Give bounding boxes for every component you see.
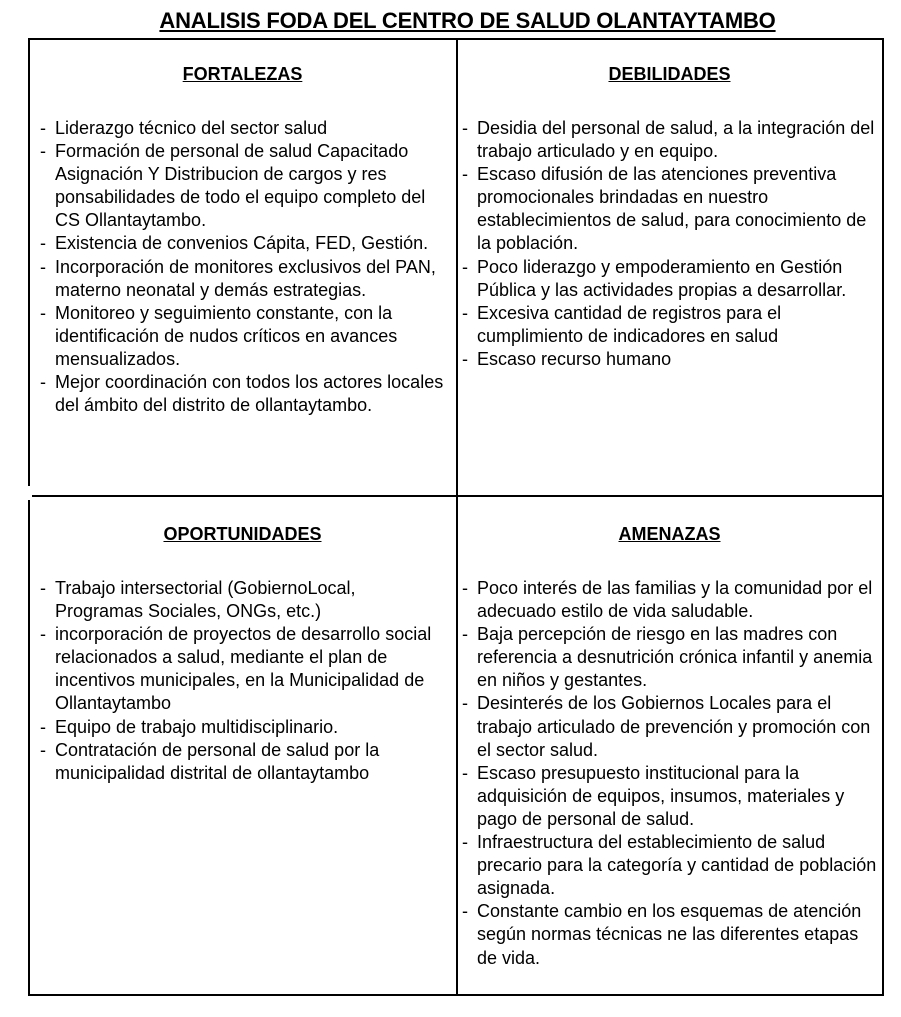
- fortalezas-list: [40, 117, 445, 417]
- list-item: - Liderazgo técnico del sector salud: [40, 117, 445, 140]
- oportunidades-heading: OPORTUNIDADES: [163, 524, 322, 544]
- fortalezas-heading: FORTALEZAS: [182, 64, 303, 84]
- list-item: - Formación de personal de salud Capacitado Asignación Y Distribucion de cargos y res ponsabilidades de todo el equipo completo del CS Ollantaytambo.: [40, 140, 445, 232]
- list-item: - Excesiva cantidad de registros para el cumplimiento de indicadores en salud: [462, 302, 877, 348]
- debilidades-quadrant: [462, 63, 877, 371]
- list-item: - Incorporación de monitores exclusivos del PAN, materno neonatal y demás estrategias.: [40, 256, 445, 302]
- debilidades-heading: DEBILIDADES: [608, 64, 731, 84]
- oportunidades-quadrant: [40, 523, 445, 785]
- list-item: - Existencia de convenios Cápita, FED, Gestión.: [40, 232, 445, 255]
- list-item: - Desidia del personal de salud, a la integración del trabajo articulado y en equipo.: [462, 117, 877, 163]
- list-item: - Equipo de trabajo multidisciplinario.: [40, 716, 445, 739]
- list-item: - Poco interés de las familias y la comunidad por el adecuado estilo de vida saludable.: [462, 577, 877, 623]
- list-item: - Trabajo intersectorial (GobiernoLocal, Programas Sociales, ONGs, etc.): [40, 577, 445, 623]
- list-item: - Constante cambio en los esquemas de atención según normas técnicas ne las diferentes etapas de vida.: [462, 900, 877, 969]
- list-item: - incorporación de proyectos de desarrollo social relacionados a salud, mediante el plan de incentivos municipales, en la Municipalidad de Ollantaytambo: [40, 623, 445, 715]
- oportunidades-list: [40, 577, 445, 785]
- list-item: - Infraestructura del establecimiento de salud precario para la categoría y cantidad de población asignada.: [462, 831, 877, 900]
- amenazas-list: [462, 577, 877, 970]
- list-item: - Escaso difusión de las atenciones preventiva promocionales brindadas en nuestro establecimientos de salud, para conocimiento de la población.: [462, 163, 877, 255]
- list-item: - Monitoreo y seguimiento constante, con la identificación de nudos críticos en avances mensualizados.: [40, 302, 445, 371]
- list-item: - Poco liderazgo y empoderamiento en Gestión Pública y las actividades propias a desarrollar.: [462, 256, 877, 302]
- list-item: - Mejor coordinación con todos los actores locales del ámbito del distrito de ollantaytambo.: [40, 371, 445, 417]
- amenazas-heading: AMENAZAS: [618, 524, 721, 544]
- horizontal-divider: [28, 495, 884, 497]
- list-item: - Baja percepción de riesgo en las madres con referencia a desnutrición crónica infantil y anemia en niños y gestantes.: [462, 623, 877, 692]
- vertical-divider: [456, 38, 458, 996]
- list-item: - Contratación de personal de salud por la municipalidad distrital de ollantaytambo: [40, 739, 445, 785]
- list-item: - Escaso recurso humano: [462, 348, 877, 371]
- page-title: ANALISIS FODA DEL CENTRO DE SALUD OLANTAYTAMBO: [159, 8, 776, 33]
- debilidades-list: [462, 117, 877, 371]
- fortalezas-quadrant: [40, 63, 445, 417]
- border-gap: [28, 486, 32, 500]
- list-item: - Escaso presupuesto institucional para la adquisición de equipos, insumos, materiales y pago de personal de salud.: [462, 762, 877, 831]
- list-item: - Desinterés de los Gobiernos Locales para el trabajo articulado de prevención y promoción con el sector salud.: [462, 692, 877, 761]
- amenazas-quadrant: [462, 523, 877, 970]
